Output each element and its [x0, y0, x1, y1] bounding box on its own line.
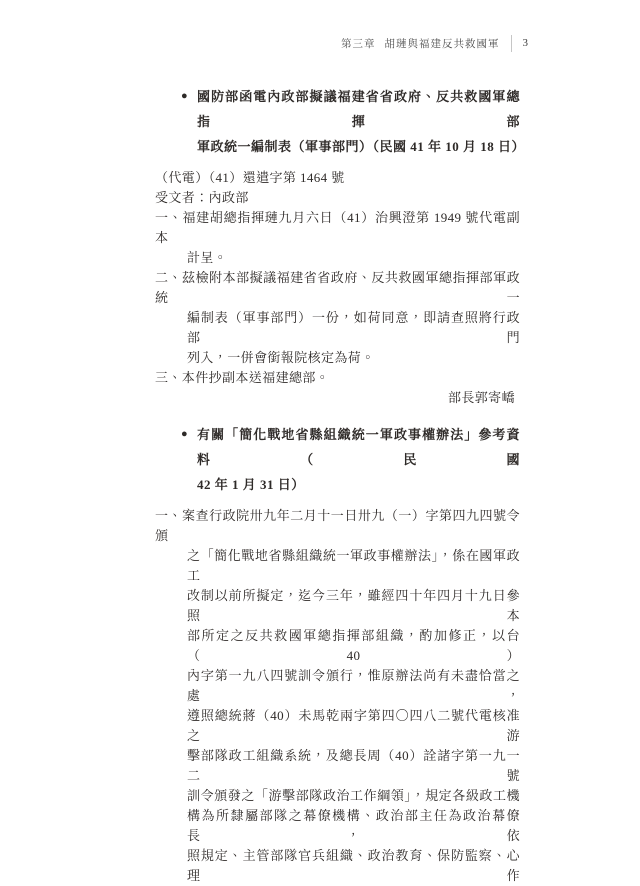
section-body	[155, 168, 520, 408]
chapter-reference	[341, 36, 500, 51]
header-divider	[511, 35, 512, 52]
body-line: 構為所隸屬部隊之幕僚機構、政治部主任為政治幕僚長，依	[187, 808, 520, 843]
body-line: 部所定之反共救國軍總指揮部組織，酌加修正，以台（40）	[187, 628, 520, 663]
body-line: 二、茲檢附本部擬議福建省省政府、反共救國軍總指揮部軍政統一	[155, 270, 520, 305]
document-section-2	[155, 422, 520, 886]
body-line: 編制表（軍事部門）一份，如荷同意，即請查照將行政部門	[187, 310, 520, 345]
body-line: 三、本件抄副本送福建總部。	[155, 370, 330, 385]
body-line: 內字第一九八四號訓令頒行，惟原辦法尚有未盡恰當之處，	[187, 668, 520, 703]
section-heading	[181, 84, 526, 159]
section-heading-lines	[197, 422, 520, 497]
body-line: 擊部隊政工組織系統，及總長周（40）詮諸字第一九一二號	[187, 748, 520, 783]
running-header	[0, 32, 528, 54]
body-line: 受文者：內政部	[155, 190, 249, 205]
body-line: 一、案查行政院卅九年二月十一日卅九（一）字第四九四號令頒	[155, 508, 520, 543]
body-line: 照規定、主管部隊官兵組織、政治教育、保防監察、心理作	[187, 848, 520, 883]
section-heading-lines	[197, 84, 526, 159]
body-line: 改制以前所擬定，迄今三年，雖經四十年四月十九日參照本	[187, 588, 520, 623]
bullet-icon: ●	[181, 90, 188, 102]
section-heading	[181, 422, 520, 497]
page-number: 3	[522, 37, 528, 49]
body-line: （代電）（41）還遣字第 1464 號	[155, 170, 345, 185]
body-line: 計呈。	[187, 250, 228, 265]
body-line: 遵照總統蔣（40）未馬乾兩字第四〇四八二號代電核准之游	[187, 708, 520, 743]
body-line: 列入，一併會銜報院核定為荷。	[187, 350, 375, 365]
section-heading-line: 國防部函電內政部擬議福建省省政府、反共救國軍總指揮部	[197, 89, 520, 129]
section-heading-line: 軍政統一編制表（軍事部門）（民國 41 年 10 月 18 日）	[197, 139, 526, 154]
signature-line: 部長郭寄嶠	[447, 390, 515, 405]
section-heading-line: 42 年 1 月 31 日）	[197, 477, 305, 492]
content	[155, 84, 526, 886]
bullet-icon: ●	[181, 428, 188, 440]
section-heading-line: 有關「簡化戰地省縣組織統一軍政事權辦法」參考資料（民國	[197, 427, 520, 467]
chapter-title: 胡璉與福建反共救國軍	[384, 38, 500, 50]
document-section-1	[155, 84, 526, 408]
body-line: 之「簡化戰地省縣組織統一軍政事權辦法」，係在國軍政工	[187, 548, 520, 583]
body-line: 一、福建胡總指揮璉九月六日（41）治興澄第 1949 號代電副本	[155, 210, 520, 245]
body-line: 訓令頒發之「游擊部隊政治工作綱領」，規定各級政工機	[187, 788, 520, 803]
chapter-label: 第三章	[341, 38, 376, 50]
section-body	[155, 506, 520, 886]
